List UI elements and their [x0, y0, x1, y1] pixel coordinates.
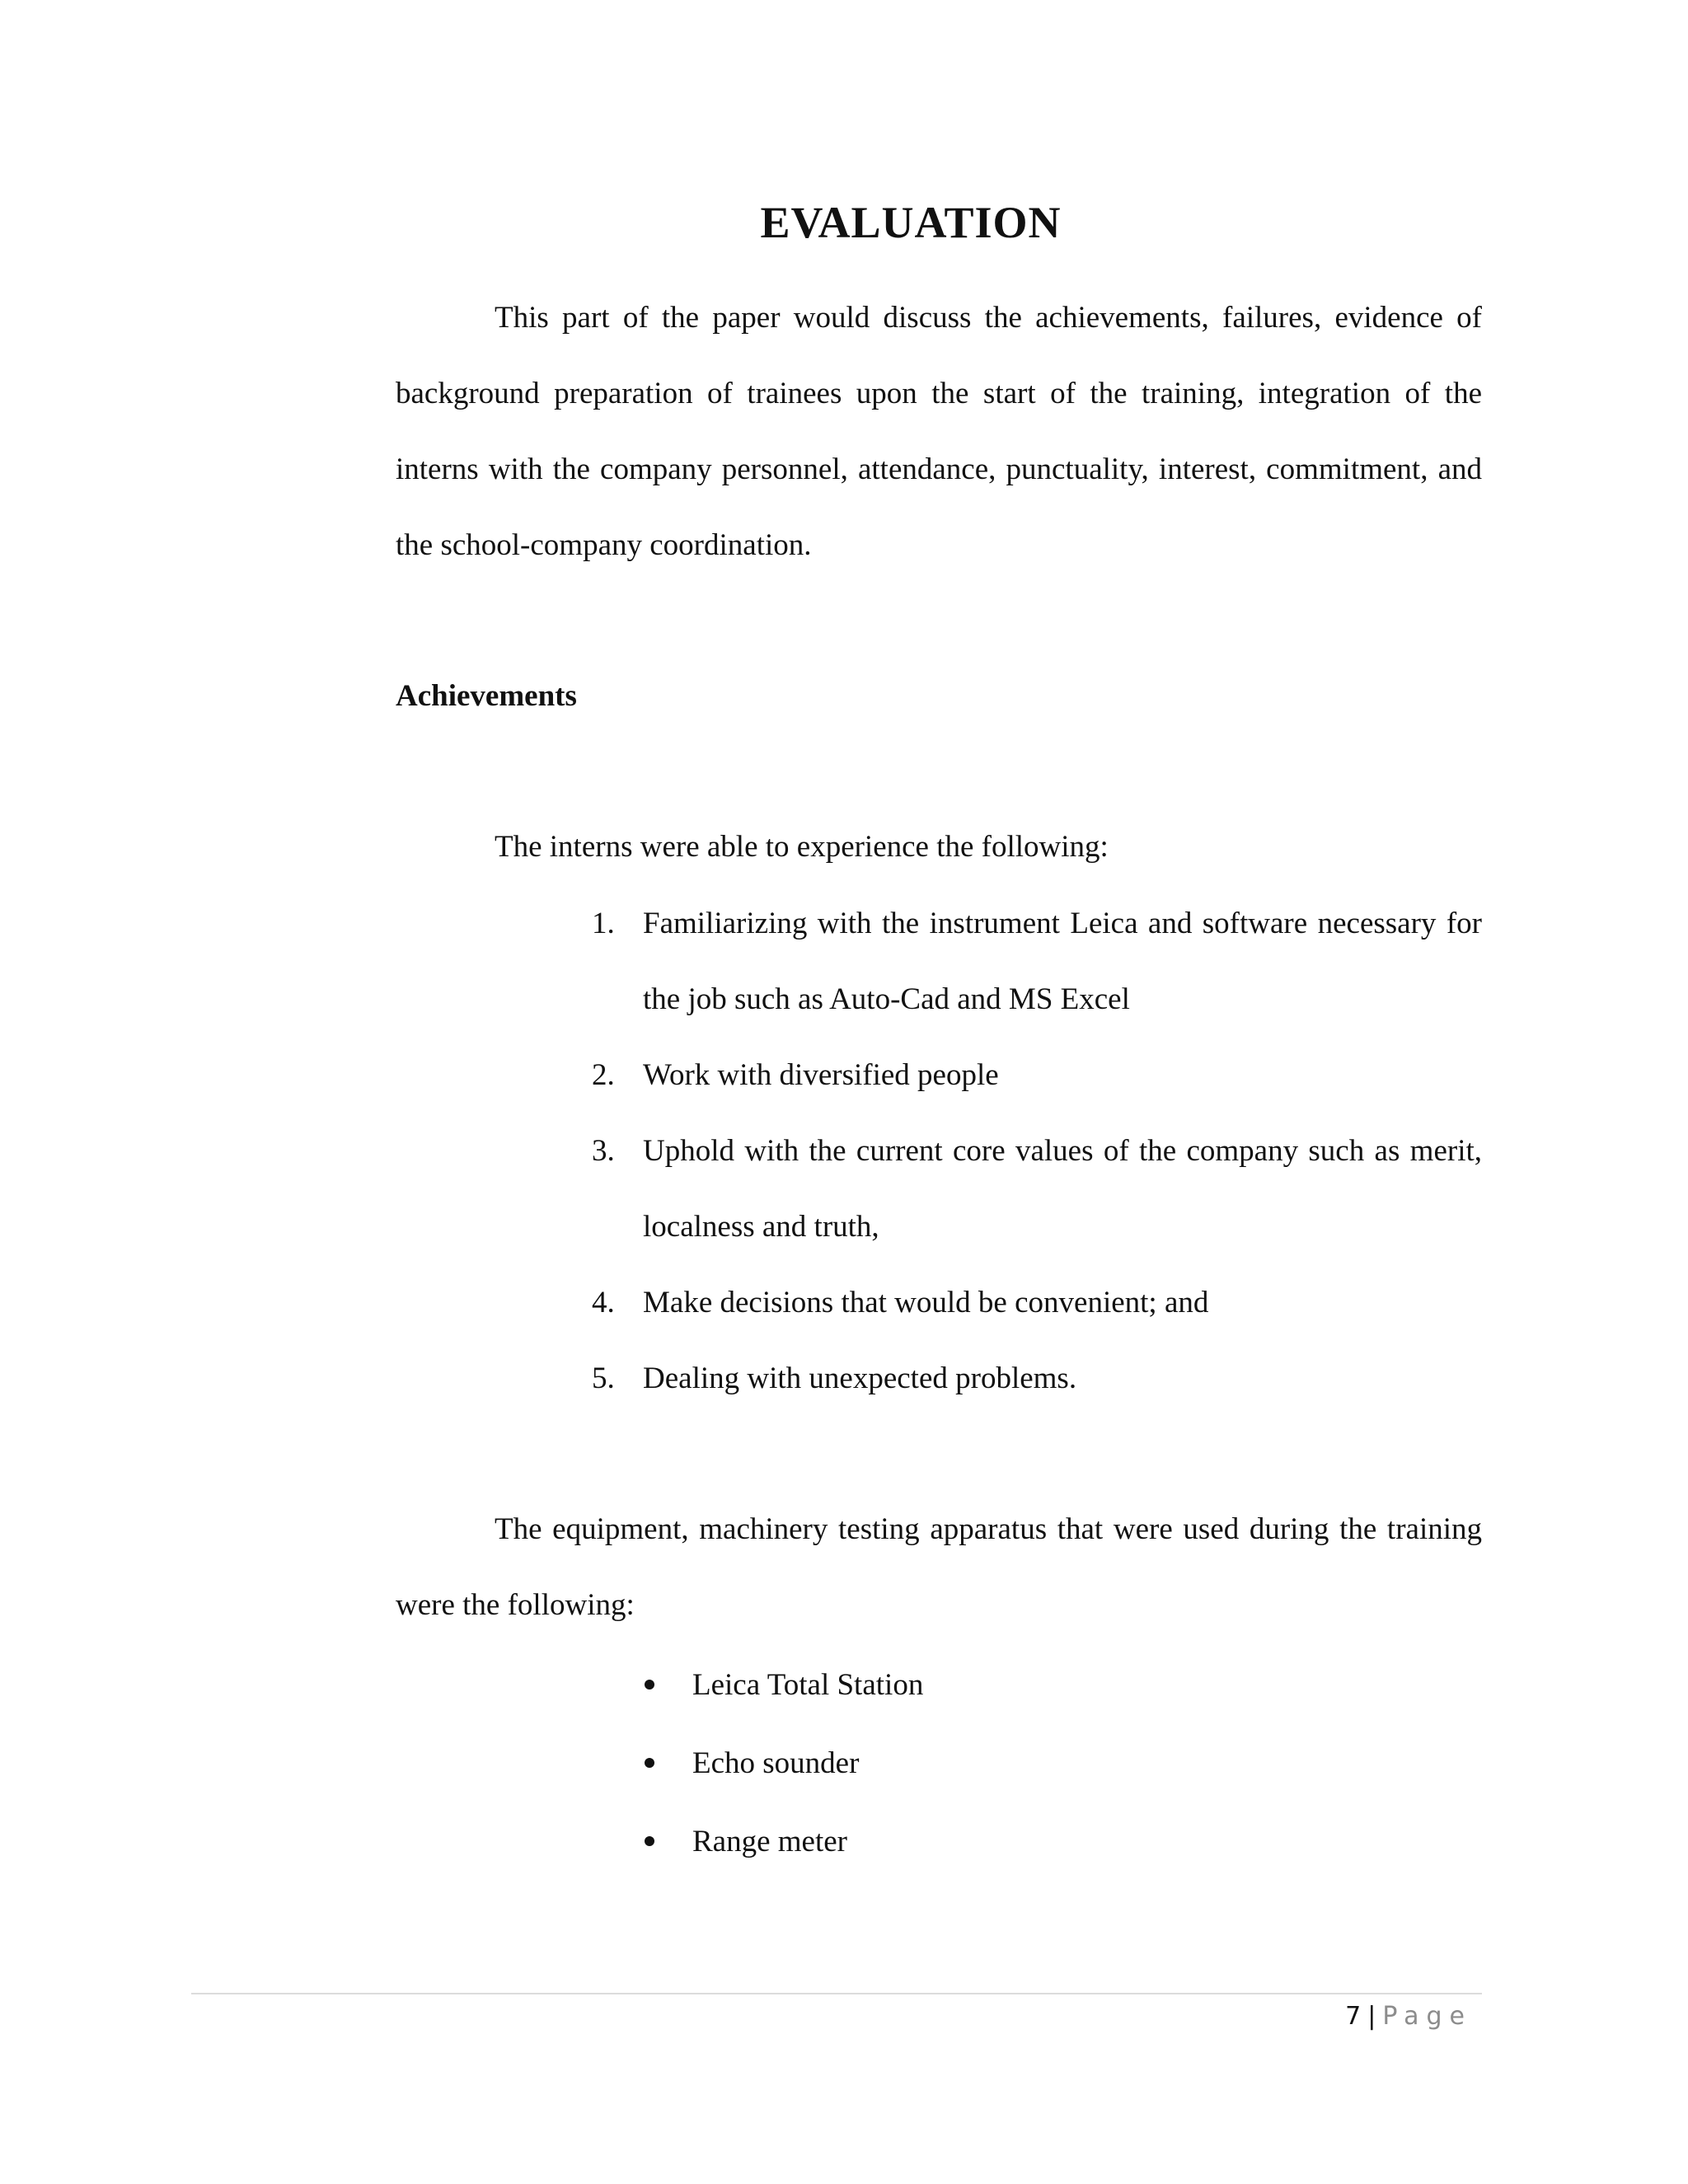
section-heading-achievements: Achievements: [396, 679, 577, 713]
intro-paragraph: This part of the paper would discuss the achievements, failures, evidence of background preparation of trainees upon the start of the training, integration of the interns with the company personnel, attendance, punctuality, interest, commitment, and the school-company coordination.: [396, 301, 1482, 562]
list-item: [592, 1265, 1482, 1341]
list-item: [641, 1724, 923, 1802]
list-item-text: Echo sounder: [692, 1746, 860, 1780]
list-item-text: Uphold with the current core values of the company such as merit, localness and truth,: [643, 1134, 1482, 1244]
list-item-text: Make decisions that would be convenient; and: [643, 1286, 1209, 1319]
footer-separator: |: [1367, 2002, 1376, 2031]
list-item-number: 2.: [592, 1058, 615, 1092]
list-item-number: 5.: [592, 1361, 615, 1395]
footer-divider: [191, 1993, 1482, 1994]
list-item-number: 1.: [592, 907, 615, 940]
list-item-number: 4.: [592, 1286, 615, 1319]
list-item-number: 3.: [592, 1134, 615, 1168]
list-item: [641, 1646, 923, 1724]
bullet-icon: [645, 1758, 654, 1768]
list-item-text: Dealing with unexpected problems.: [643, 1361, 1077, 1395]
list-item-text: Range meter: [692, 1825, 847, 1858]
list-item-text: Work with diversified people: [643, 1058, 999, 1092]
list-item: [592, 1113, 1482, 1265]
list-item: [592, 1038, 1482, 1113]
page-title: EVALUATION: [760, 198, 1062, 247]
equipment-paragraph: The equipment, machinery testing apparatus that were used during the training were the following:: [396, 1512, 1482, 1622]
page-label: Page: [1382, 2002, 1472, 2031]
list-item-text: Familiarizing with the instrument Leica and software necessary for the job such as Auto-Cad and MS Excel: [643, 907, 1482, 1016]
list-item: [592, 1341, 1482, 1417]
bullet-icon: [645, 1680, 654, 1690]
list-item-text: Leica Total Station: [692, 1668, 924, 1702]
list-item: [641, 1802, 923, 1881]
equipment-list: [641, 1646, 923, 1881]
page-footer: [1345, 1996, 1472, 2037]
list-item: [592, 886, 1482, 1038]
bullet-icon: [645, 1836, 654, 1846]
page-number: 7: [1345, 2002, 1362, 2031]
achievements-lead-text: The interns were able to experience the following:: [495, 830, 1109, 864]
achievements-list: [592, 886, 1482, 1417]
